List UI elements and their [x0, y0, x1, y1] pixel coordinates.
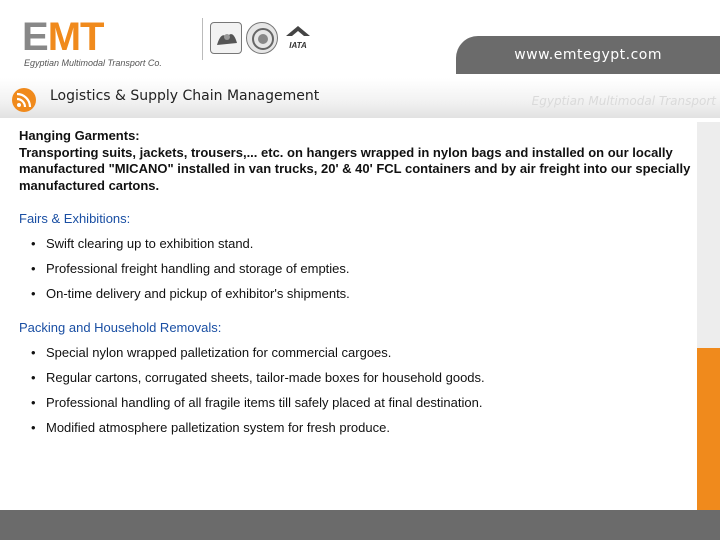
bullet: •	[31, 286, 36, 301]
list-item	[19, 345, 691, 362]
bullet: •	[31, 344, 36, 360]
bullet: •	[31, 419, 36, 435]
logo-wordmark	[22, 14, 103, 60]
iata-label: IATA	[289, 41, 307, 50]
section-title-bar	[0, 78, 720, 118]
section-title: Logistics & Supply Chain Management	[50, 88, 320, 104]
bullet: •	[31, 261, 36, 276]
hanging-garments-heading: Hanging Garments:	[19, 128, 140, 143]
fairs-heading: Fairs & Exhibitions:	[19, 211, 131, 226]
list-item	[19, 236, 691, 253]
list-item-text: Swift clearing up to exhibition stand.	[46, 236, 254, 251]
list-item-text: Regular cartons, corrugated sheets, tailor-made boxes for household goods.	[46, 369, 485, 385]
main-content	[19, 128, 691, 436]
website-url[interactable]: www.emtegypt.com	[514, 47, 662, 63]
website-tab	[456, 36, 720, 74]
partner-badges	[210, 22, 314, 56]
iata-logo-icon	[282, 22, 314, 54]
hanging-garments-text: Transporting suits, jackets, trousers,... etc. on hangers wrapped in nylon bags and installed on our locally manufactured "MICANO" installed in van trucks, 20' & 40' FCL containers and by air freight into our specially manufactured cartons.	[19, 144, 691, 193]
list-item	[19, 286, 691, 303]
list-item-text: Special nylon wrapped palletization for commercial cargoes.	[46, 344, 392, 360]
list-item-text: Modified atmosphere palletization system for fresh produce.	[46, 419, 390, 435]
orange-accent	[697, 348, 720, 510]
badge-2-icon	[246, 22, 278, 54]
logo-letters-mt: MT	[47, 15, 104, 59]
logo-letter-e: E	[22, 15, 48, 59]
bullet: •	[31, 394, 36, 410]
badge-1-icon	[210, 22, 242, 54]
footer-bar	[0, 510, 720, 540]
packing-list	[19, 345, 691, 437]
bullet: •	[31, 236, 36, 251]
list-item	[19, 420, 691, 437]
header-divider	[202, 18, 203, 60]
packing-heading: Packing and Household Removals:	[19, 319, 222, 335]
list-item	[19, 261, 691, 278]
list-item-text: Professional freight handling and storage of empties.	[46, 261, 350, 276]
list-item	[19, 370, 691, 387]
rss-feed-icon	[12, 88, 36, 112]
fairs-list	[19, 236, 691, 303]
list-item	[19, 395, 691, 412]
list-item-text: On-time delivery and pickup of exhibitor's shipments.	[46, 286, 350, 301]
company-watermark: Egyptian Multimodal Transport	[531, 94, 716, 108]
emt-logo	[22, 14, 192, 72]
bullet: •	[31, 369, 36, 385]
packing-section	[19, 320, 691, 437]
logo-tagline: Egyptian Multimodal Transport Co.	[24, 58, 162, 68]
fairs-section	[19, 211, 691, 303]
list-item-text: Professional handling of all fragile items till safely placed at final destination.	[46, 394, 483, 410]
right-accent-bar	[697, 122, 720, 510]
